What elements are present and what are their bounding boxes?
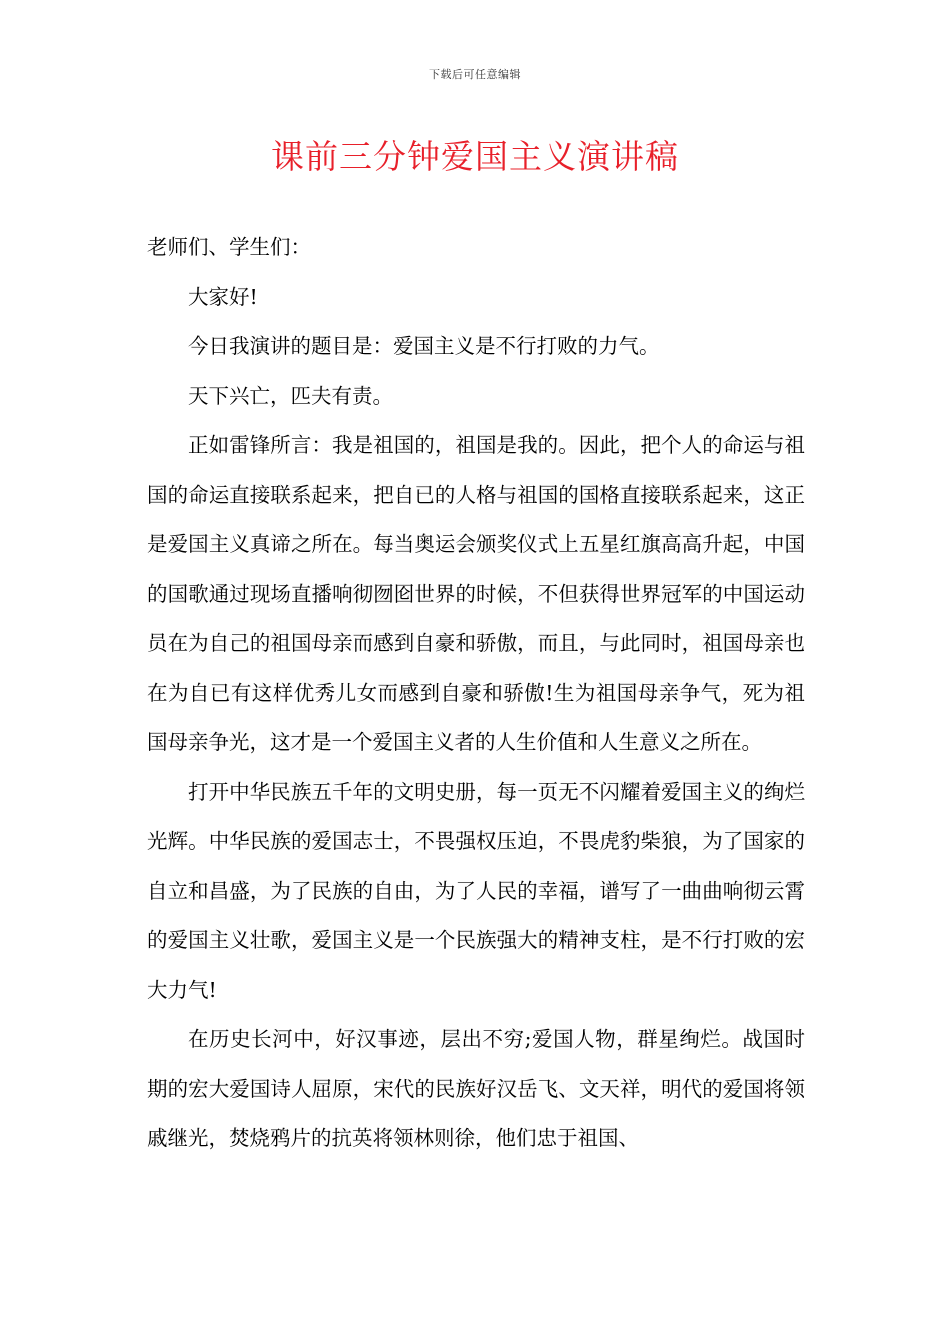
paragraph-heroes: 在历史长河中，好汉事迹，层出不穷;爱国人物，群星绚烂。战国时期的宏大爱国诗人屈原，宋代的民族好汉岳飞、文天祥，明代的爱国将领戚继光，焚烧鸦片的抗英将领林则徐，他们忠于祖国、	[147, 1027, 805, 1150]
document-title: 课前三分钟爱国主义演讲稿	[271, 137, 679, 176]
document-body	[147, 223, 805, 1164]
paragraph-proverb: 天下兴亡，匹夫有责。	[188, 383, 393, 408]
paragraph-topic: 今日我演讲的题目是：爱国主义是不行打败的力气。	[188, 334, 660, 358]
header-note: 下载后可任意编辑	[429, 68, 521, 81]
salutation: 老师们、学生们：	[147, 235, 311, 259]
paragraph-history: 打开中华民族五千年的文明史册，每一页无不闪耀着爱国主义的绚烂光辉。中华民族的爱国志士，不畏强权压迫，不畏虎豹柴狼，为了国家的自立和昌盛，为了民族的自由，为了人民的幸福，谱写了一曲曲响彻云霄的爱国主义壮歌，爱国主义是一个民族强大的精神支柱，是不行打败的宏大力气!	[147, 779, 805, 1002]
paragraph-leifeng: 正如雷锋所言：我是祖国的，祖国是我的。因此，把个人的命运与祖国的命运直接联系起来，把自已的人格与祖国的国格直接联系起来，这正是爱国主义真谛之所在。每当奥运会颁奖仪式上五星红旗高高升起，中国的国歌通过现场直播响彻囫囵世界的时候，不但获得世界冠军的中国运动员在为自己的祖国母亲而感到自豪和骄傲，而且，与此同时，祖国母亲也在为自已有这样优秀儿女而感到自豪和骄傲!生为祖国母亲争气，死为祖国母亲争光，这才是一个爱国主义者的人生价值和人生意义之所在。	[147, 433, 805, 754]
paragraph-greeting: 大家好!	[188, 284, 258, 309]
